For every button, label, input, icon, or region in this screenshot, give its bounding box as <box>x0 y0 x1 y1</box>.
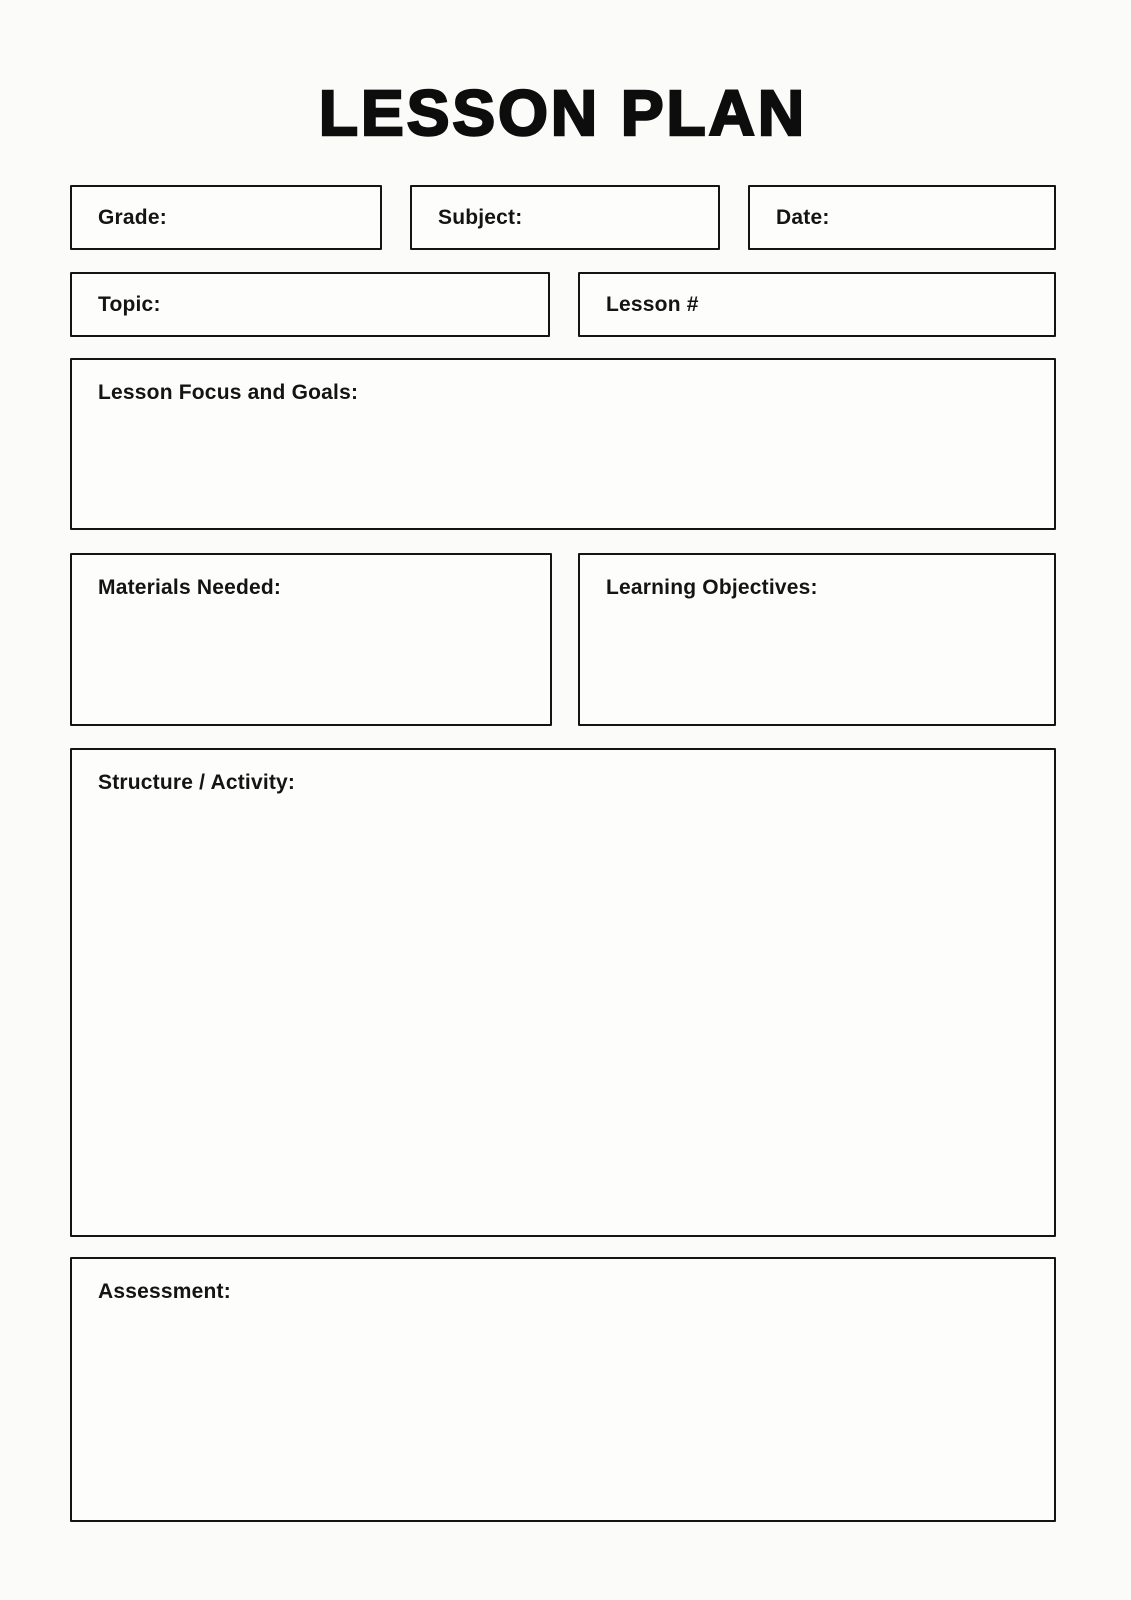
row-grade-subject-date <box>70 185 1056 250</box>
lesson-focus-box[interactable] <box>70 358 1056 530</box>
lesson-number-label: Lesson # <box>606 292 699 316</box>
structure-activity-label: Structure / Activity: <box>98 771 296 795</box>
lesson-focus-label: Lesson Focus and Goals: <box>98 381 359 405</box>
materials-box[interactable] <box>70 553 552 726</box>
grade-field-box[interactable] <box>70 185 382 250</box>
topic-field-box[interactable] <box>70 272 550 337</box>
assessment-label: Assessment: <box>98 1280 231 1304</box>
row-assessment <box>70 1257 1056 1522</box>
row-lesson-focus <box>70 358 1056 530</box>
grade-label: Grade: <box>98 205 167 229</box>
materials-label: Materials Needed: <box>98 576 282 600</box>
objectives-label: Learning Objectives: <box>606 576 818 600</box>
row-structure-activity <box>70 748 1056 1237</box>
topic-label: Topic: <box>98 292 161 316</box>
page-title: LESSON PLAN <box>318 77 808 149</box>
date-label: Date: <box>776 205 830 229</box>
subject-field-box[interactable] <box>410 185 720 250</box>
assessment-box[interactable] <box>70 1257 1056 1522</box>
subject-label: Subject: <box>438 205 523 229</box>
structure-activity-box[interactable] <box>70 748 1056 1237</box>
row-materials-objectives <box>70 553 1056 726</box>
lesson-number-field-box[interactable] <box>578 272 1056 337</box>
date-field-box[interactable] <box>748 185 1056 250</box>
objectives-box[interactable] <box>578 553 1056 726</box>
row-topic-lesson-number <box>70 272 1056 337</box>
